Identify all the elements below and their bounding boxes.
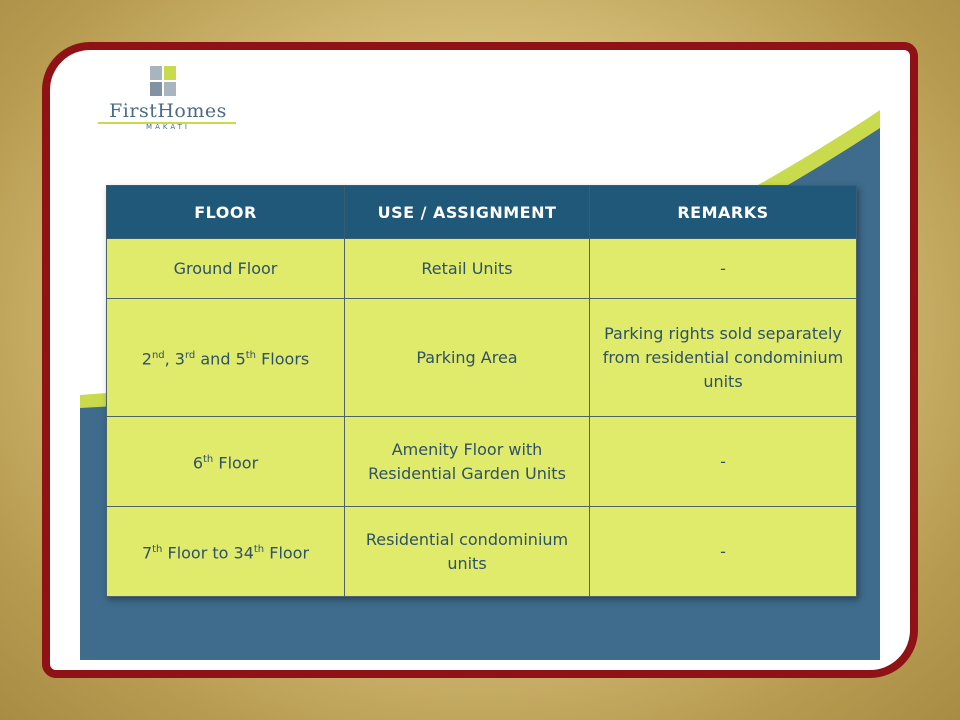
floor-tail: Floor [264, 543, 310, 563]
floor-separator: and [195, 349, 236, 369]
cell-use: Retail Units [345, 239, 590, 299]
ordinal-suffix: th [245, 349, 257, 361]
ordinal-suffix: th [203, 453, 214, 465]
floor-number: 3 [174, 349, 185, 369]
cell-remarks: - [590, 507, 857, 597]
table-row [107, 239, 857, 299]
floor-tail: Floors [256, 349, 310, 369]
floor-tail: Floor [213, 453, 259, 473]
slide-frame [42, 42, 918, 678]
floor-assignment-table [106, 185, 857, 597]
floor-number: 7 [141, 543, 153, 563]
logo-square [164, 66, 176, 80]
table-header-row [107, 186, 857, 239]
logo-squares-icon [150, 66, 180, 100]
floor-number: 2 [141, 349, 152, 369]
cell-remarks: - [590, 417, 857, 507]
floor-separator: Floor to [162, 543, 234, 563]
cell-floor [107, 507, 345, 597]
logo-name: FirstHomes [109, 100, 227, 122]
table-row [107, 417, 857, 507]
table-row [107, 299, 857, 417]
floor-number: 6 [192, 453, 204, 473]
ordinal-suffix: th [253, 543, 265, 555]
table-row [107, 507, 857, 597]
ordinal-suffix: rd [184, 349, 196, 361]
logo-square [150, 82, 162, 96]
cell-floor [107, 299, 345, 417]
column-header-floor: FLOOR [107, 186, 345, 239]
floor-number: 5 [235, 349, 246, 369]
cell-use: Residential condominium units [345, 507, 590, 597]
logo-subtitle: MAKATI [146, 123, 190, 131]
floor-number: 34 [233, 543, 254, 563]
ordinal-suffix: nd [151, 349, 165, 361]
cell-remarks: - [590, 239, 857, 299]
cell-floor: Ground Floor [107, 239, 345, 299]
cell-use: Amenity Floor with Residential Garden Units [345, 417, 590, 507]
column-header-remarks: REMARKS [590, 186, 857, 239]
floor-separator: , [164, 349, 175, 369]
logo-square [150, 66, 162, 80]
slide-content [80, 60, 880, 660]
ordinal-suffix: th [152, 543, 163, 555]
cell-remarks: Parking rights sold separately from residential condominium units [590, 299, 857, 417]
logo-square [164, 82, 176, 96]
column-header-use: USE / ASSIGNMENT [345, 186, 590, 239]
cell-floor [107, 417, 345, 507]
cell-use: Parking Area [345, 299, 590, 417]
firsthomes-logo [88, 66, 248, 136]
